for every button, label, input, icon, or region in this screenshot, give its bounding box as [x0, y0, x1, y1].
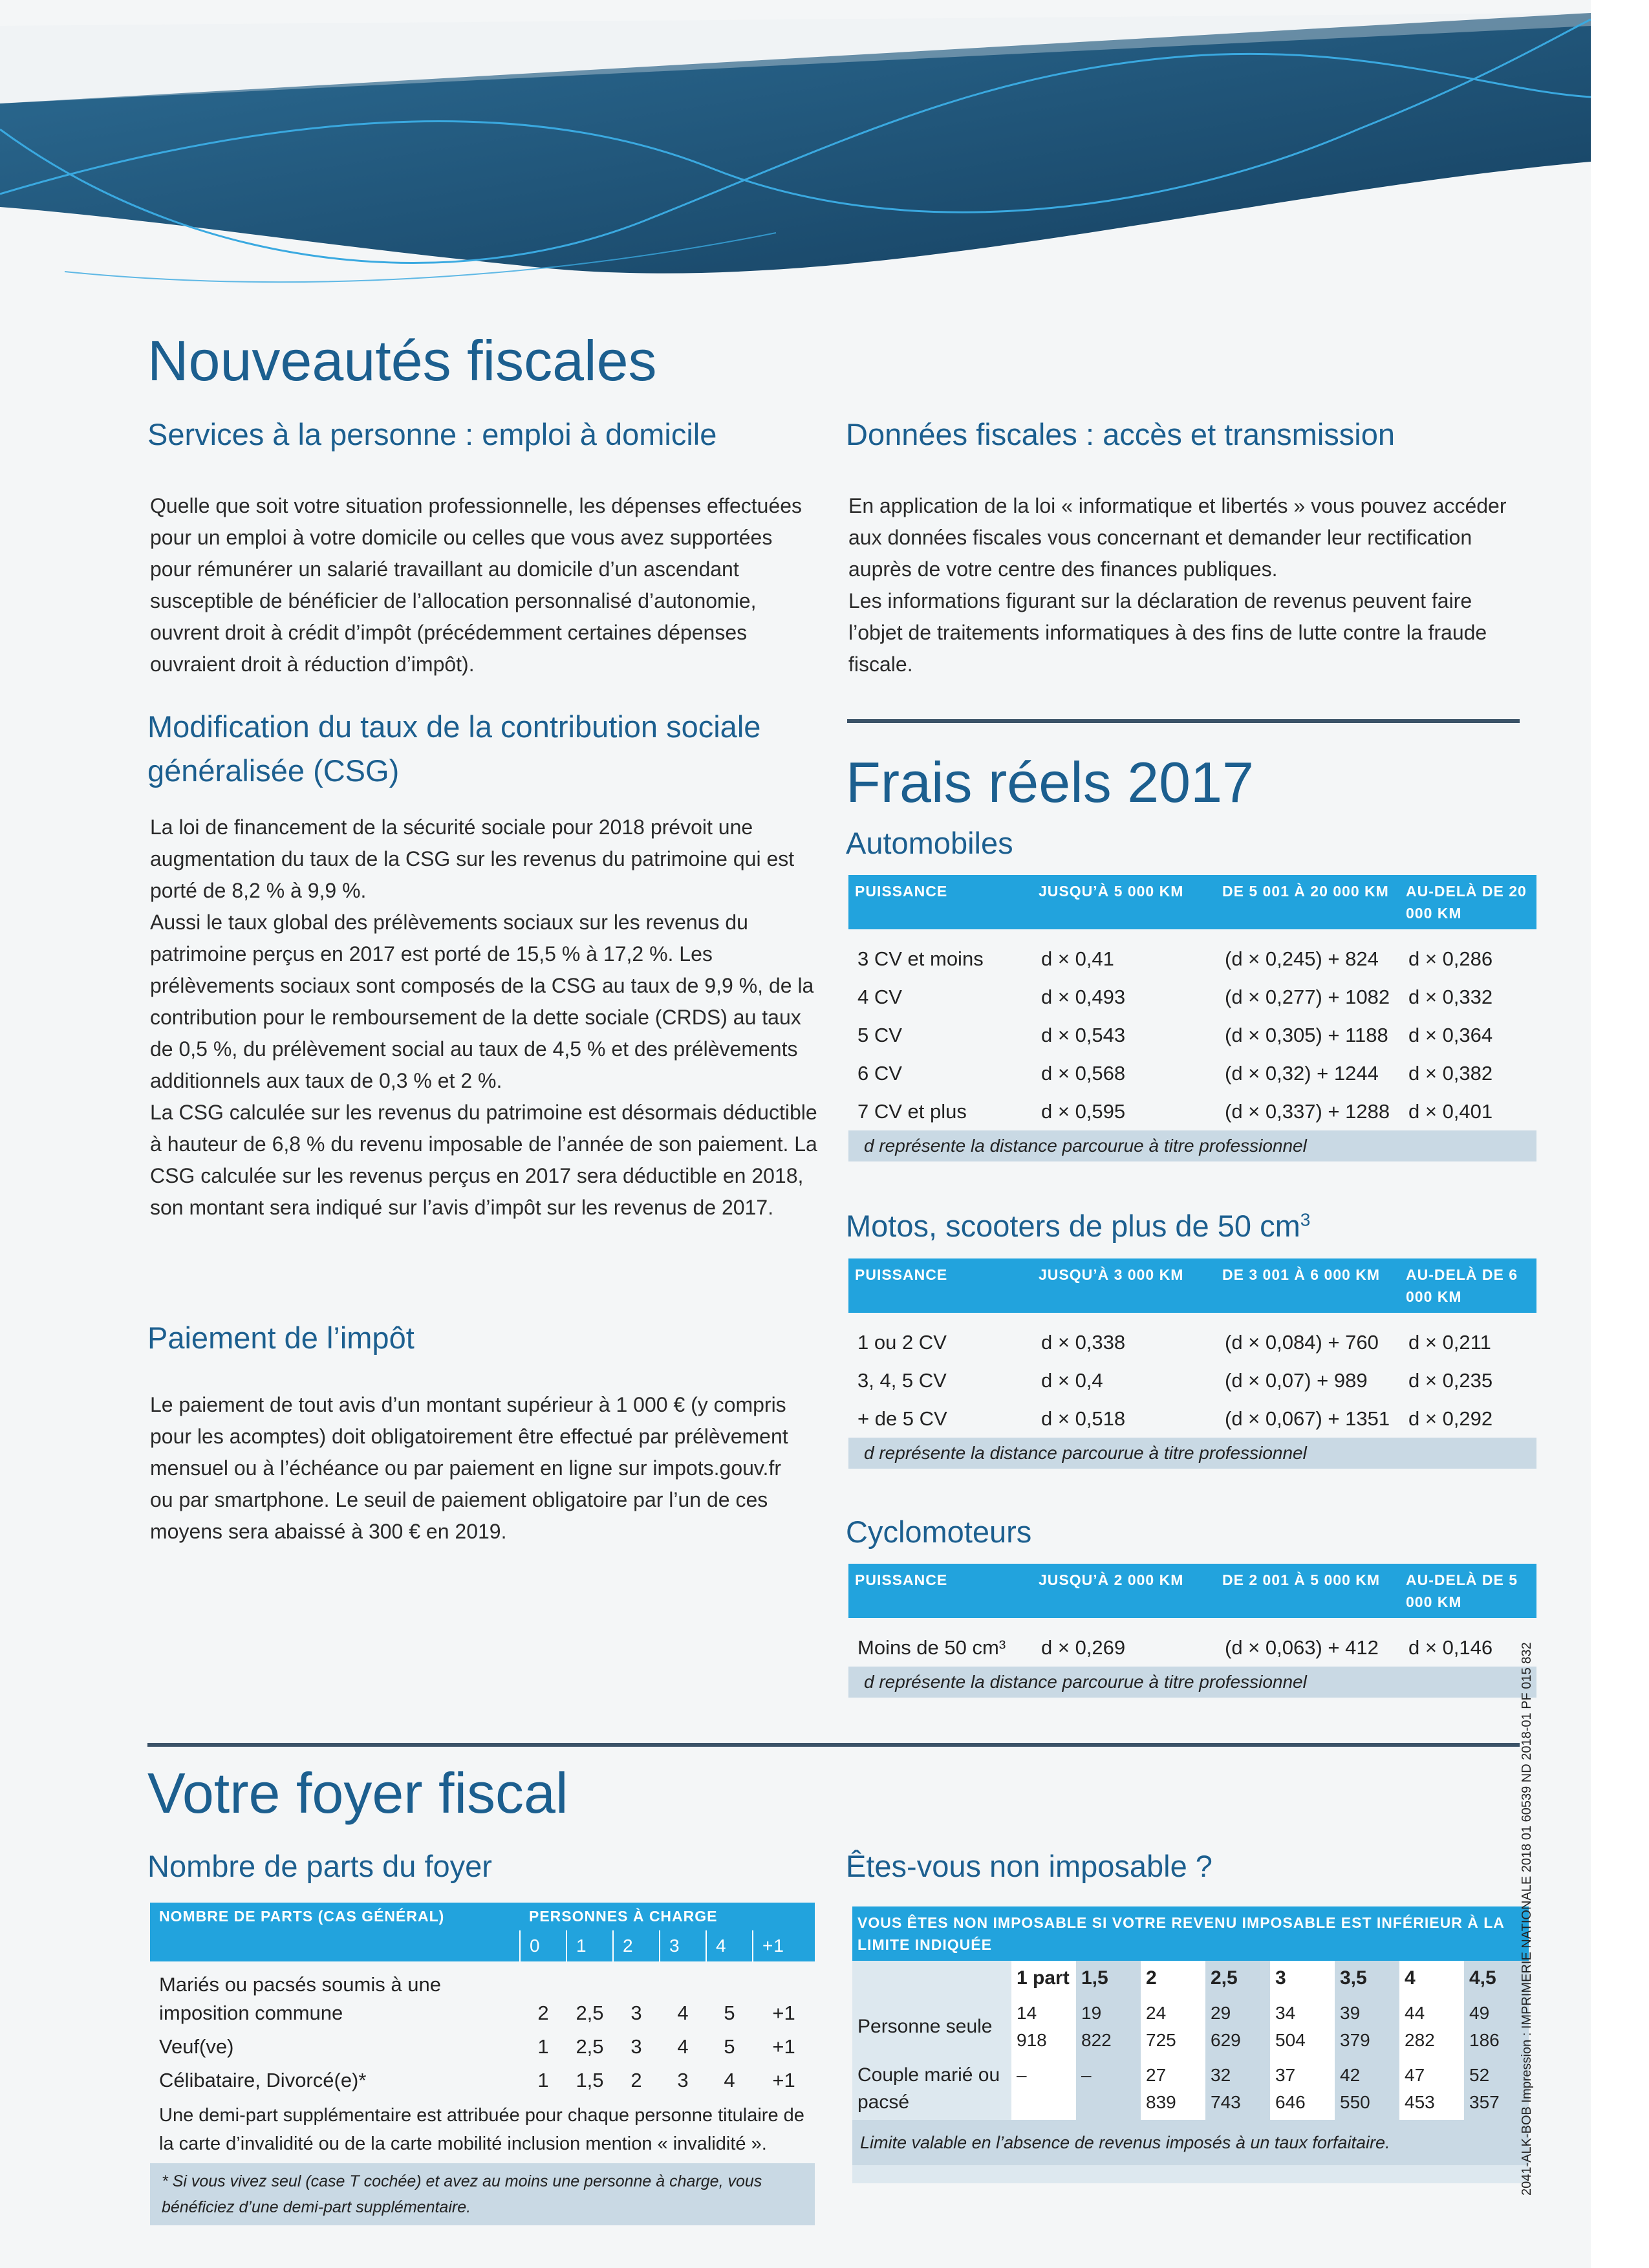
header-cell: DE 5 001 À 20 000 KM: [1216, 875, 1399, 929]
cell: + de 5 CV: [857, 1407, 947, 1430]
csg-paragraph-3: La CSG calculée sur les revenus du patrimoine est désormais déductible à hauteur de 6,8 % du revenu imposable de l’année de son paiement. La CSG calculée sur les revenus perçus en 2017 sera déductible en 2018, son montant sera indiqué sur l’avis d’impôt sur les revenus de 2017.: [150, 1101, 817, 1219]
distance-note: d représente la distance parcourue à titre professionnel: [848, 1438, 1536, 1469]
cell: d × 0,382: [1408, 1061, 1493, 1085]
csg-paragraph-1: La loi de financement de la sécurité sociale pour 2018 prévoit une augmentation du taux de la CSG sur les revenus du patrimoine qui est porté de 8,2 % à 9,9 %.: [150, 815, 795, 902]
header-cell: 1: [566, 1930, 613, 1961]
col-header: 3: [1270, 1961, 1335, 1996]
table-header-row: [848, 1564, 1536, 1618]
csg-paragraph-2: Aussi le taux global des prélèvements sociaux sur les revenus du patrimoine perçus en 2017 est porté de 15,5 % à 17,2 %. Les prélèvements sociaux sont composés de la CSG au taux de 9,9 %, de la contribution pour le remboursement de la dette sociale (CRDS) au taux de 0,5 %, du prélèvement social au taux de 4,5 % et des prélèvements additionnels aux taux de 0,3 % et 2 %.: [150, 911, 814, 1092]
distance-note: d représente la distance parcourue à titre professionnel: [848, 1130, 1536, 1161]
cell: 6 CV: [857, 1061, 902, 1085]
cell: d × 0,364: [1408, 1023, 1493, 1046]
cell: (d × 0,277) + 1082: [1225, 985, 1390, 1008]
col-header: 3,5: [1335, 1961, 1399, 1996]
divider-rule: [147, 1743, 1520, 1747]
table-row: [852, 2058, 1529, 2120]
table-note-row: [848, 1667, 1536, 1698]
header-cell: AU-DELÀ DE 20 000 KM: [1399, 875, 1536, 929]
cell: 7 CV et plus: [857, 1099, 967, 1123]
row-label: Couple marié ou pacsé: [857, 2064, 1000, 2113]
paiement-body: Le paiement de tout avis d’un montant supérieur à 1 000 € (y compris pour les acomptes) doit obligatoirement être effectué par prélèvement mensuel ou à l’échéance ou par paiement en ligne sur impots.gouv.fr ou par smartphone. Le seuil de paiement obligatoire par l’un de ces moyens sera abaissé à 300 € en 2019.: [150, 1393, 788, 1543]
section-title-nouveautes: Nouveautés fiscales: [147, 329, 657, 393]
cell: 44 282: [1399, 1996, 1464, 2058]
table-non-imposable: [852, 1961, 1529, 2165]
cell: d × 0,518: [1041, 1407, 1126, 1430]
cell: +1: [772, 2002, 795, 2024]
table-row: [848, 1016, 1536, 1054]
header-cell: PUISSANCE: [848, 875, 1032, 929]
header-cell: +1: [753, 1930, 815, 1961]
heading-automobiles: Automobiles: [846, 826, 1013, 860]
cell: 37 646: [1270, 2058, 1335, 2120]
table-note-row: [848, 1130, 1536, 1161]
heading-motos-text: Motos, scooters de plus de 50 cm: [846, 1209, 1300, 1243]
section-title-foyer: Votre foyer fiscal: [147, 1761, 568, 1825]
col-header: 2: [1141, 1961, 1205, 1996]
table-row: [848, 1361, 1536, 1399]
header-cell: PUISSANCE: [848, 1564, 1032, 1618]
cell: –: [1011, 2058, 1076, 2120]
table-nombre-parts: [150, 1903, 815, 2225]
cell: –: [1076, 2058, 1141, 2120]
header-cell: JUSQU’À 3 000 KM: [1032, 1258, 1216, 1313]
table-row: [150, 2097, 815, 2163]
cell: 34 504: [1270, 1996, 1335, 2058]
cell: 27 839: [1141, 2058, 1205, 2120]
cell: 1 ou 2 CV: [857, 1330, 947, 1354]
cell: 2,5: [576, 2002, 604, 2024]
table-row: [848, 978, 1536, 1016]
header-cell: PUISSANCE: [848, 1258, 1032, 1313]
cell: (d × 0,07) + 989: [1225, 1368, 1368, 1392]
cell: (d × 0,305) + 1188: [1225, 1023, 1388, 1046]
table-row: [848, 929, 1536, 978]
col-header: 1,5: [1076, 1961, 1141, 1996]
table-row: [848, 1054, 1536, 1092]
table-row: [848, 1313, 1536, 1361]
table-footnote-row: [150, 2163, 815, 2225]
row-label: Veuf(ve): [159, 2035, 234, 2058]
distance-note: d représente la distance parcourue à titre professionnel: [848, 1667, 1536, 1698]
heading-services-personne: Services à la personne : emploi à domicile: [147, 417, 717, 451]
cell: 19 822: [1076, 1996, 1141, 2058]
donnees-body: [848, 490, 1521, 680]
cell: 2: [537, 2002, 549, 2024]
donnees-paragraph-2: Les informations figurant sur la déclaration de revenus peuvent faire l’objet de traitements informatiques à des fins de lutte contre la fraude fiscale.: [848, 589, 1487, 676]
table-row: [848, 1092, 1536, 1130]
imprint-text: 2041-ALK-BOB Impression : IMPRIMERIE NATIONALE 2018 01 60539 ND 2018-01 PF 015 832: [1520, 1642, 1534, 2196]
heading-cyclomoteurs: Cyclomoteurs: [846, 1515, 1032, 1549]
cell: d × 0,401: [1408, 1099, 1493, 1123]
cell: 3: [630, 2002, 642, 2024]
non-imposable-note: Limite valable en l’absence de revenus imposés à un taux forfaitaire.: [852, 2120, 1529, 2165]
header-cell: 3: [660, 1930, 706, 1961]
demi-part-note: Une demi-part supplémentaire est attribuée pour chaque personne titulaire de la carte d’invalidité ou de la carte mobilité inclusion mention « invalidité ».: [159, 2105, 804, 2154]
col-header: 1 part: [1011, 1961, 1076, 1996]
cell: 49 186: [1464, 1996, 1529, 2058]
services-body: Quelle que soit votre situation professionnelle, les dépenses effectuées pour un emploi à votre domicile ou celles que vous avez supportées pour rémunérer un salarié travaillant au domicile d’un ascendant susceptible de bénéficier de l’allocation personnalisé d’autonomie, ouvrent droit à crédit d’impôt (précédemment certaines dépenses ouvraient droit à réduction d’impôt).: [150, 494, 803, 676]
cell: 4 CV: [857, 985, 902, 1008]
cell: (d × 0,32) + 1244: [1225, 1061, 1379, 1085]
table-motos: [848, 1258, 1536, 1469]
footnote: * Si vous vivez seul (case T cochée) et avez au moins une personne à charge, vous bénéficiez d’une demi-part supplémentaire.: [150, 2163, 815, 2225]
header-cell: AU-DELÀ DE 6 000 KM: [1399, 1258, 1536, 1313]
table-note-row: [852, 2120, 1529, 2165]
cell: +1: [772, 2069, 795, 2091]
header-cell: 2: [613, 1930, 660, 1961]
header-cell: DE 2 001 À 5 000 KM: [1216, 1564, 1399, 1618]
cell: d × 0,543: [1041, 1023, 1126, 1046]
row-label: Célibataire, Divorcé(e)*: [159, 2069, 367, 2091]
table-row: [150, 2064, 815, 2097]
cell: d × 0,493: [1041, 985, 1126, 1008]
cell: (d × 0,067) + 1351: [1225, 1407, 1390, 1430]
heading-non-imposable: Êtes-vous non imposable ?: [846, 1849, 1212, 1883]
heading-nombre-parts: Nombre de parts du foyer: [147, 1849, 492, 1883]
heading-motos-sup: 3: [1300, 1209, 1311, 1230]
table-row: [848, 1399, 1536, 1438]
cell: d × 0,211: [1408, 1330, 1491, 1354]
cell: (d × 0,084) + 760: [1225, 1330, 1379, 1354]
cell: d × 0,338: [1041, 1330, 1126, 1354]
cell: 39 379: [1335, 1996, 1399, 2058]
cell: d × 0,595: [1041, 1099, 1126, 1123]
heading-motos: [846, 1204, 1310, 1248]
col-header: 4: [1399, 1961, 1464, 1996]
row-label: Personne seule: [857, 2016, 993, 2037]
cell: 3 CV et moins: [857, 947, 984, 970]
cell: d × 0,286: [1408, 947, 1493, 970]
section-title-frais-reels: Frais réels 2017: [846, 750, 1254, 814]
table-cyclomoteurs: [848, 1564, 1536, 1698]
cell: 4: [677, 2035, 689, 2058]
non-imposable-header: VOUS ÊTES NON IMPOSABLE SI VOTRE REVENU IMPOSABLE EST INFÉRIEUR À LA LIMITE INDIQUÉE: [852, 1906, 1529, 1961]
cell: 1: [537, 2069, 549, 2091]
cell: d × 0,568: [1041, 1061, 1126, 1085]
cell: d × 0,41: [1041, 947, 1114, 970]
cell: 1: [537, 2035, 549, 2058]
header-wave-banner: [0, 0, 1649, 297]
cell: 4: [724, 2069, 735, 2091]
header-cell: JUSQU’À 5 000 KM: [1032, 875, 1216, 929]
cell: Moins de 50 cm³: [857, 1636, 1006, 1659]
cell: 2,5: [576, 2035, 604, 2058]
table-row: [848, 1618, 1536, 1667]
csg-body: [150, 812, 819, 1224]
cell: 24 725: [1141, 1996, 1205, 2058]
cell: 2: [630, 2069, 642, 2091]
divider-rule: [847, 719, 1520, 723]
header-cell: 4: [706, 1930, 753, 1961]
heading-csg: Modification du taux de la contribution sociale généralisée (CSG): [147, 709, 761, 788]
header-cell: AU-DELÀ DE 5 000 KM: [1399, 1564, 1536, 1618]
cell: 4: [677, 2002, 689, 2024]
cell: d × 0,292: [1408, 1407, 1493, 1430]
table-header-row: [848, 875, 1536, 929]
cell: (d × 0,337) + 1288: [1225, 1099, 1390, 1123]
cell: 47 453: [1399, 2058, 1464, 2120]
page-edge-shadow: [1591, 0, 1649, 2268]
cell: 52 357: [1464, 2058, 1529, 2120]
cell: 5: [724, 2035, 735, 2058]
cell: 3, 4, 5 CV: [857, 1368, 947, 1392]
table-header-row: [150, 1903, 815, 1930]
cell: d × 0,4: [1041, 1368, 1103, 1392]
heading-paiement: Paiement de l’impôt: [147, 1321, 415, 1355]
table-header-row: [848, 1258, 1536, 1313]
header-cell: 0: [520, 1930, 566, 1961]
table-header-row: [852, 1961, 1529, 1996]
col-header: 2,5: [1205, 1961, 1270, 1996]
cell: d × 0,269: [1041, 1636, 1126, 1659]
cell: d × 0,332: [1408, 985, 1493, 1008]
header-cell: DE 3 001 À 6 000 KM: [1216, 1258, 1399, 1313]
cell: +1: [772, 2035, 795, 2058]
table-note-row: [848, 1438, 1536, 1469]
table-automobiles: [848, 875, 1536, 1161]
header-cell: PERSONNES À CHARGE: [520, 1903, 815, 1930]
cell: 14 918: [1011, 1996, 1076, 2058]
cell: 42 550: [1335, 2058, 1399, 2120]
cell: (d × 0,245) + 824: [1225, 947, 1379, 970]
col-header: 4,5: [1464, 1961, 1529, 1996]
heading-donnees-fiscales: Données fiscales : accès et transmission: [846, 417, 1395, 451]
header-cell: NOMBRE DE PARTS (CAS GÉNÉRAL): [150, 1903, 520, 1961]
donnees-paragraph-1: En application de la loi « informatique et libertés » vous pouvez accéder aux données fiscales vous concernant et demander leur rectification auprès de votre centre des finances publiques.: [848, 494, 1507, 581]
cell: 3: [677, 2069, 689, 2091]
cell: (d × 0,063) + 412: [1225, 1636, 1379, 1659]
table-row: [150, 1961, 815, 2030]
table-row: [150, 2030, 815, 2064]
cell: 29 629: [1205, 1996, 1270, 2058]
cell: 5: [724, 2002, 735, 2024]
cell: d × 0,146: [1408, 1636, 1493, 1659]
table-row: [852, 1996, 1529, 2058]
cell: d × 0,235: [1408, 1368, 1493, 1392]
cell: 32 743: [1205, 2058, 1270, 2120]
corner-cell: [852, 1961, 1011, 1996]
cell: 5 CV: [857, 1023, 902, 1046]
header-cell: JUSQU’À 2 000 KM: [1032, 1564, 1216, 1618]
row-label: Mariés ou pacsés soumis à une imposition commune: [159, 1973, 441, 2024]
cell: 1,5: [576, 2069, 604, 2091]
cell: 3: [630, 2035, 642, 2058]
